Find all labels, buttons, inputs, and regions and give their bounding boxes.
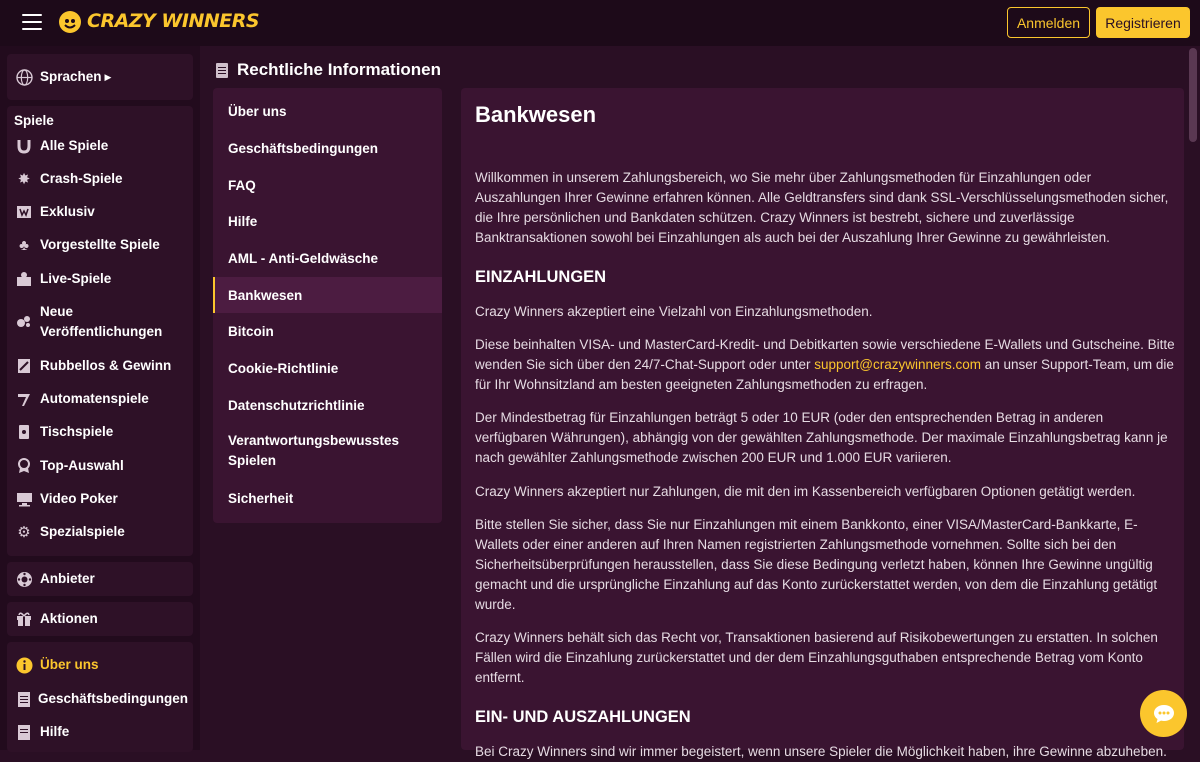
info-box — [7, 642, 193, 752]
sidebar-item-spezialspiele[interactable] — [7, 522, 193, 542]
sidebar-item-vorgestellte-spiele[interactable] — [7, 235, 193, 255]
sidebar-item-label: Neue Veröffentlichungen — [40, 304, 163, 339]
chat-bubble-icon — [1153, 704, 1175, 724]
page-title — [216, 60, 441, 80]
help-icon — [15, 723, 33, 741]
sidebar-item-label: Hilfe — [40, 724, 70, 739]
support-email-link[interactable]: support@crazywinners.com — [814, 357, 981, 372]
paragraph: Bei Crazy Winners sind wir immer begeistert, wenn unsere Spieler die Möglichkeit haben, ihre Gewinne abzuheben. — [475, 744, 1167, 759]
chip-icon — [15, 570, 33, 588]
games-box — [7, 106, 193, 556]
medal-icon — [15, 457, 33, 475]
paragraph: Crazy Winners akzeptiert eine Vielzahl von Einzahlungsmethoden. — [475, 304, 873, 319]
sidebar-item-label: Anbieter — [40, 571, 95, 586]
sidebar-item-label: Crash-Spiele — [40, 171, 123, 186]
sidebar-item-exklusiv[interactable] — [7, 202, 193, 222]
sidebar-item-live-spiele[interactable] — [7, 269, 193, 289]
info-icon — [15, 656, 33, 674]
nav-item-aml[interactable]: AML - Anti-Geldwäsche — [228, 250, 379, 266]
sidebar-item-label: Aktionen — [40, 611, 98, 626]
nav-item-faq[interactable]: FAQ — [228, 177, 256, 193]
sidebar-item-label: Geschäftsbedingungen — [38, 691, 189, 706]
video-poker-icon — [15, 490, 33, 508]
paragraph-text: an unser Support-Team, um die für Ihr Wohnsitzland am besten geeigneten Zahlungsmethoden zu erfragen. — [475, 357, 1174, 392]
nav-item-verantwortungsbewusstes-spielen[interactable]: Verantwortungsbewusstes Spielen — [228, 433, 400, 468]
sidebar-item-automatenspiele[interactable] — [7, 389, 193, 409]
sidebar-item-label: Über uns — [40, 657, 99, 672]
sidebar-item-label: Alle Spiele — [40, 138, 109, 153]
sidebar-item-video-poker[interactable] — [7, 489, 193, 509]
nav-item-bitcoin[interactable]: Bitcoin — [228, 323, 274, 339]
gift-icon — [15, 610, 33, 628]
scrollbar-thumb[interactable] — [1189, 48, 1197, 142]
sidebar-item-hilfe[interactable] — [7, 722, 193, 742]
sidebar-item-aktionen[interactable] — [7, 609, 193, 629]
sidebar-item-label: Rubbellos & Gewinn — [40, 358, 172, 373]
horseshoe-icon — [15, 137, 33, 155]
login-button[interactable]: Anmelden — [1007, 7, 1090, 38]
games-heading: Spiele — [14, 113, 54, 128]
content-panel — [461, 88, 1184, 759]
legal-info-nav — [213, 88, 442, 523]
section-heading-einzahlungen: EINZAHLUNGEN — [475, 268, 607, 286]
globe-icon — [15, 68, 33, 86]
sidebar-item-rubbellos-gewinn[interactable] — [7, 356, 193, 376]
sidebar-item-neue-veroeffentlichungen[interactable] — [7, 302, 193, 342]
nav-item-geschaeftsbedingungen[interactable]: Geschäftsbedingungen — [228, 140, 379, 156]
sidebar-item-label: Tischspiele — [40, 424, 114, 439]
sidebar-item-label: Video Poker — [40, 491, 118, 506]
document-icon — [216, 63, 228, 78]
languages-label: Sprachen — [40, 69, 102, 84]
sidebar-item-alle-spiele[interactable] — [7, 136, 193, 156]
chat-button[interactable] — [1140, 690, 1187, 737]
sidebar-item-ueber-uns[interactable] — [7, 655, 193, 675]
sidebar-item-crash-spiele[interactable] — [7, 169, 193, 189]
logo-mark-icon — [57, 8, 83, 34]
sidebar-item-top-auswahl[interactable] — [7, 456, 193, 476]
providers-box — [7, 562, 193, 596]
page-title-text: Rechtliche Informationen — [237, 60, 442, 79]
register-button[interactable]: Registrieren — [1096, 7, 1190, 38]
clover-icon: ♣ — [19, 236, 29, 254]
gear-icon: ⚙ — [17, 524, 31, 541]
menu-icon[interactable] — [22, 14, 42, 30]
paragraph-text: Diese beinhalten VISA- und MasterCard-Kredit- und Debitkarten sowie verschiedene E-Wallets und Gutscheine. Bitte wenden Sie sich über den 24/7-Chat-Support oder unter — [475, 337, 1175, 372]
paragraph: Crazy Winners akzeptiert nur Zahlungen, die mit den im Kassenbereich verfügbaren Optionen getätigt werden. — [475, 484, 1136, 499]
nav-item-ueber-uns[interactable]: Über uns — [228, 103, 287, 119]
sidebar-item-tischspiele[interactable] — [7, 422, 193, 442]
promotions-box — [7, 602, 193, 636]
caret-right-icon: ▶ — [104, 71, 112, 82]
burst-icon: ✸ — [17, 171, 31, 188]
top-header — [0, 0, 1200, 46]
sidebar-item-label: Exklusiv — [40, 204, 95, 219]
sidebar-item-anbieter[interactable] — [7, 569, 193, 589]
new-release-icon — [15, 312, 33, 330]
paragraph-with-email — [475, 335, 1175, 395]
table-game-icon — [15, 423, 33, 441]
nav-item-datenschutzrichtlinie[interactable]: Datenschutzrichtlinie — [228, 397, 365, 413]
paragraph: Crazy Winners behält sich das Recht vor, Transaktionen basierend auf Risikobewertungen zu erstatten. In solchen Fällen wird die Einzahlung zurückerstattet und der dem Einzahlungsguthaben entsprechende Betrag vom Konto entfernt. — [475, 630, 1158, 685]
content-heading: Bankwesen — [475, 102, 597, 127]
languages-toggle[interactable] — [7, 67, 193, 87]
live-dealer-icon — [15, 270, 33, 288]
sidebar-item-label: Live-Spiele — [40, 271, 112, 286]
sidebar-item-geschaeftsbedingungen[interactable] — [7, 689, 193, 709]
nav-item-hilfe[interactable]: Hilfe — [228, 213, 258, 229]
paragraph: Der Mindestbetrag für Einzahlungen beträgt 5 oder 10 EUR (oder den entsprechenden Betrag in anderen verfügbaren Währungen), abhängig von der gewählten Zahlungsmethode. Der maximale Einzahlungsbetrag kann je nach gewählter Zahlungsmethode zwischen 200 EUR und 1.000 EUR variieren. — [475, 410, 1168, 465]
slot-machine-icon — [15, 390, 33, 408]
logo[interactable] — [57, 8, 259, 34]
sidebar-item-label: Vorgestellte Spiele — [40, 237, 160, 252]
logo-text: CRAZY WINNERS — [87, 10, 260, 32]
paragraph: Bitte stellen Sie sicher, dass Sie nur Einzahlungen mit einem Bankkonto, einer VISA/MasterCard-Bankkarte, E-Wallets oder einer anderen auf Ihren Namen registrierten Zahlungsmethode vornehmen. Sollte sich bei den Sicherheitsüberprüfungen herausstellen, dass Sie diese Bedingung verletzt haben, können Ihre Gewinne ungültig gemacht und die ursprüngliche Einzahlung auf das Konto zurückerstattet werden, von dem die Einzahlung getätigt wurde. — [475, 517, 1158, 612]
nav-item-sicherheit[interactable]: Sicherheit — [228, 490, 294, 506]
document-icon — [15, 690, 33, 708]
sidebar-item-label: Top-Auswahl — [40, 458, 124, 473]
section-heading-ein-und-auszahlungen: EIN- UND AUSZAHLUNGEN — [475, 708, 691, 726]
left-sidebar — [0, 46, 200, 750]
scratch-card-icon — [15, 357, 33, 375]
nav-item-cookie-richtlinie[interactable]: Cookie-Richtlinie — [228, 360, 339, 376]
intro-paragraph: Willkommen in unserem Zahlungsbereich, wo Sie mehr über Zahlungsmethoden für Einzahlungen oder Auszahlungen Ihrer Gewinne erfahren können. Alle Geldtransfers sind dank SSL-Verschlüsselungsmethoden sicher, die Ihre persönlichen und Bankdaten schützen. Crazy Winners ist bestrebt, sichere und zuverlässige Banktransaktionen sowohl bei Einzahlungen als auch bei der Auszahlung Ihrer Gewinne zu gewährleisten. — [475, 170, 1169, 245]
languages-box — [7, 54, 193, 100]
page-scrollbar[interactable] — [1186, 46, 1200, 750]
exclusive-icon — [15, 203, 33, 221]
nav-item-bankwesen[interactable]: Bankwesen — [213, 277, 442, 313]
sidebar-item-label: Automatenspiele — [40, 391, 149, 406]
sidebar-item-label: Spezialspiele — [40, 524, 125, 539]
